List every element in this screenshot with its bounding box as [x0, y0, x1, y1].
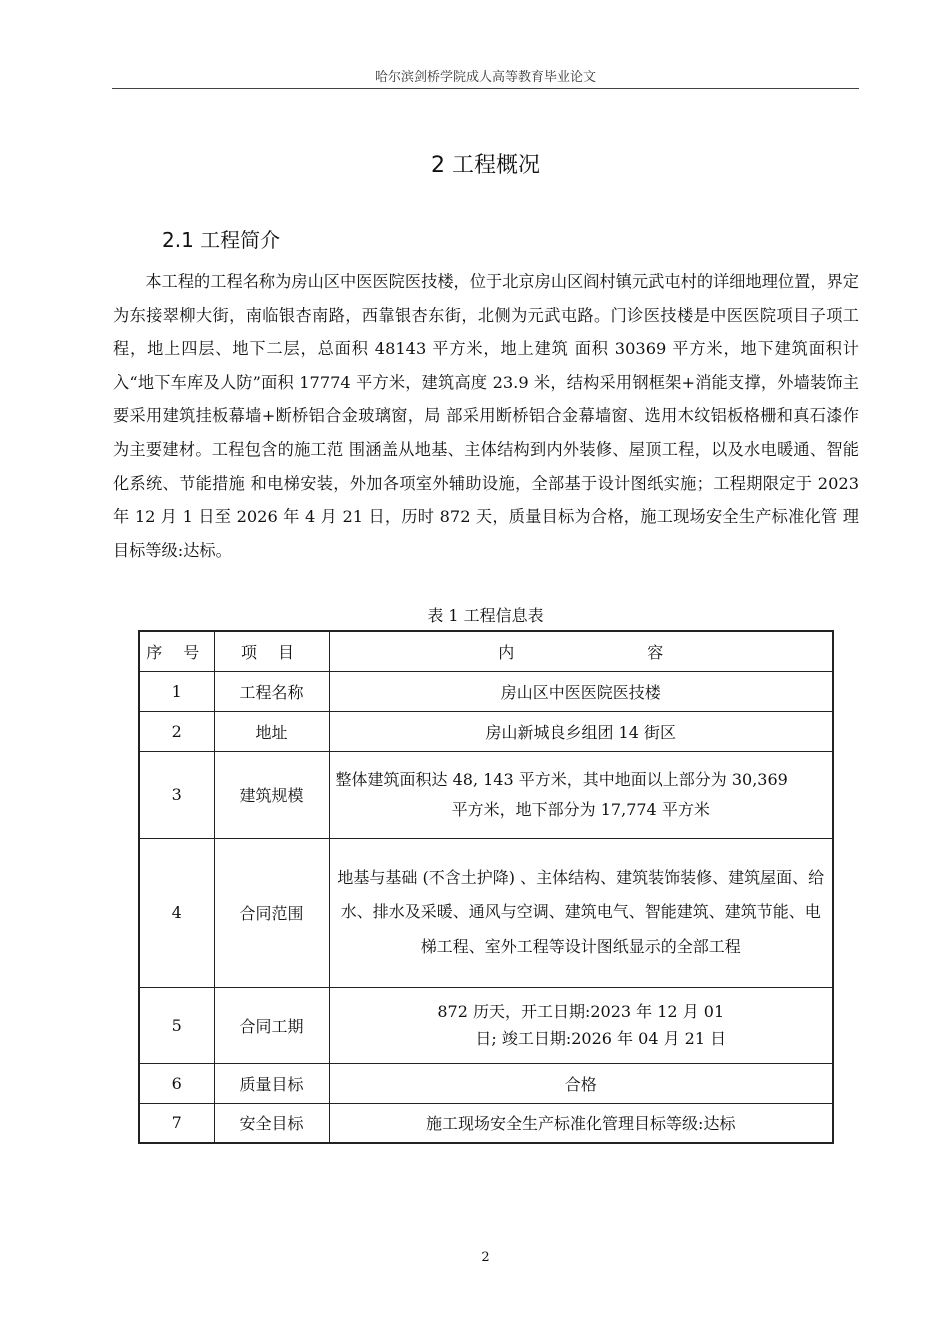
- intro-paragraph: 本工程的工程名称为房山区中医医院医技楼，位于北京房山区阎村镇元武屯村的详细地理位置，界定为东接翠柳大街，南临银杏南路，西靠银杏东街，北侧为元武屯路。门诊医技楼是中医医院项目子项工程，地上四层、地下二层，总面积 48143 平方米，地上建筑 面积 30369 平方米，地下建筑面积计入“地下车库及人防”面积 17774 平方米，建筑高度 23.9 米，结构采用钢框架+消能支撑，外墙装饰主要采用建筑挂板幕墙+断桥铝合金玻璃窗，局 部采用断桥铝合金幕墙窗、选用木纹铝板格栅和真石漆作为主要建材。工程包含的施工范 围涵盖从地基、主体结构到内外装修、屋顶工程，以及水电暖通、智能化系统、节能措施 和电梯安装，外加各项室外辅助设施，全部基于设计图纸实施；工程期限定于 2023 年 12 月 1 日至 2026 年 4 月 21 日，历时 872 天，质量目标为合格，施工现场安全生产标准化管 理目标等级:达标。: [113, 272, 859, 560]
- table-row: [139, 1103, 833, 1143]
- table-header-row: [139, 631, 833, 671]
- row-content: 地基与基础 (不含土护降) 、主体结构、建筑装饰装修、建筑屋面、给水、排水及采暖、通风与空调、建筑电气、智能建筑、建筑节能、电梯工程、室外工程等设计图纸显示的全部工程: [329, 838, 833, 987]
- table-row: [139, 711, 833, 751]
- row-no: 5: [139, 987, 214, 1063]
- header-no: 序 号: [139, 631, 214, 671]
- row-content-line-1: 872 历天，开工日期:2023 年 12 月 01: [437, 1002, 725, 1021]
- running-header: 哈尔滨剑桥学院成人高等教育毕业论文: [374, 70, 596, 85]
- row-item: 合同范围: [214, 838, 329, 987]
- row-item: 合同工期: [214, 987, 329, 1063]
- row-content: [329, 751, 833, 838]
- row-content-line-1: 整体建筑面积达 48, 143 平方米，其中地面以上部分为 30,369: [335, 770, 788, 789]
- row-no: 2: [139, 711, 214, 751]
- row-content: 施工现场安全生产标准化管理目标等级:达标: [329, 1103, 833, 1143]
- table-row: [139, 838, 833, 987]
- row-content-line-2: 平方米，地下部分为 17,774 平方米: [451, 800, 710, 819]
- header-divider: [112, 88, 859, 89]
- row-no: 7: [139, 1103, 214, 1143]
- header-content-label: 内 容: [498, 642, 664, 662]
- section-title: 2.1 工程简介: [162, 228, 281, 252]
- project-info-table: [138, 630, 834, 1144]
- table-caption: 表 1 工程信息表: [427, 606, 544, 625]
- table-row: [139, 671, 833, 711]
- table-row: [139, 1063, 833, 1103]
- header-item: 项 目: [214, 631, 329, 671]
- row-no: 1: [139, 671, 214, 711]
- chapter-title: 2 工程概况: [431, 153, 540, 178]
- row-no: 6: [139, 1063, 214, 1103]
- row-content: 房山区中医医院医技楼: [329, 671, 833, 711]
- page-number: 2: [481, 1250, 490, 1265]
- row-item: 安全目标: [214, 1103, 329, 1143]
- row-item: 质量目标: [214, 1063, 329, 1103]
- row-item: 工程名称: [214, 671, 329, 711]
- row-item: 建筑规模: [214, 751, 329, 838]
- row-no: 4: [139, 838, 214, 987]
- header-content: [329, 631, 833, 671]
- row-content: [329, 987, 833, 1063]
- row-content-line-2: 日; 竣工日期:2026 年 04 月 21 日: [475, 1029, 727, 1048]
- row-item: 地址: [214, 711, 329, 751]
- row-no: 3: [139, 751, 214, 838]
- table-row: [139, 987, 833, 1063]
- row-content: 房山新城良乡组团 14 街区: [329, 711, 833, 751]
- row-content: 合格: [329, 1063, 833, 1103]
- table-row: [139, 751, 833, 838]
